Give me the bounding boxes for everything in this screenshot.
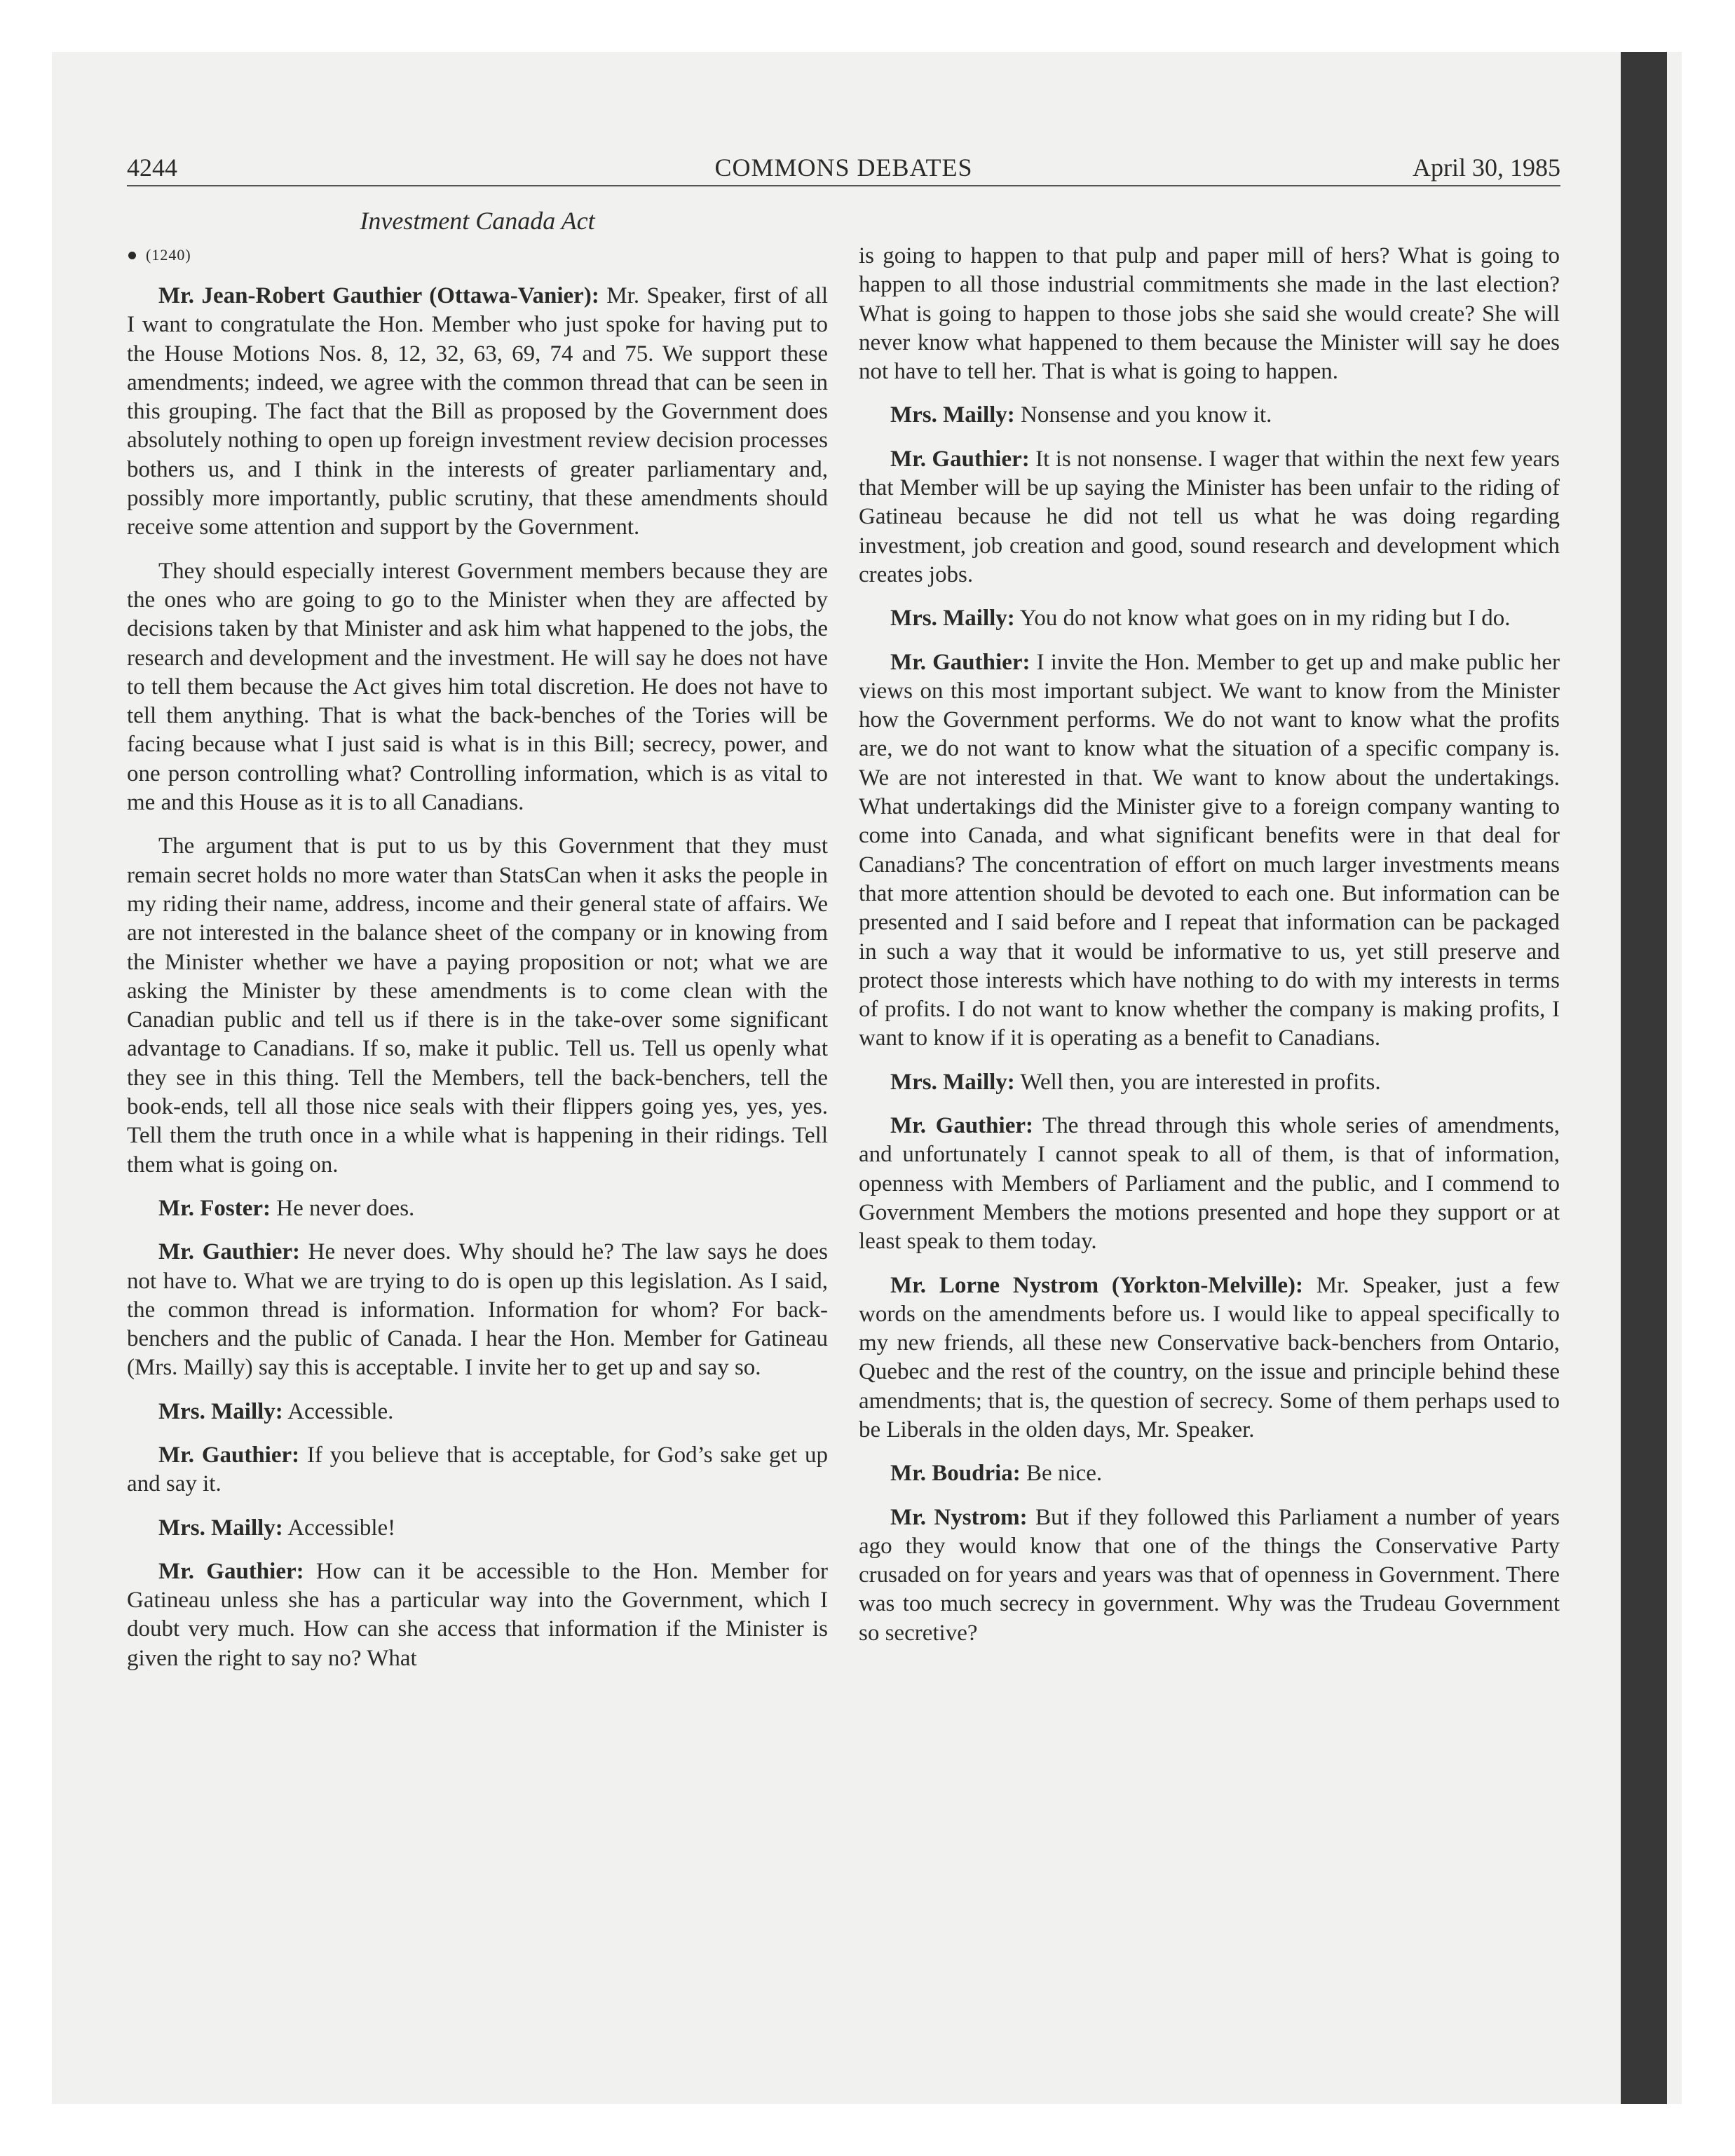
journal-title: COMMONS DEBATES — [714, 153, 973, 182]
paragraph — [127, 1238, 828, 1382]
paragraph — [127, 1194, 828, 1223]
paragraph — [127, 832, 828, 1180]
issue-date: April 30, 1985 — [1413, 153, 1560, 182]
paragraph-text: It is not nonsense. I wager that within the next few years that Member will be up saying the Minister has been unfair to the riding of Gatineau because he did not tell us what he was doing regarding investment, job creation and good, sound research and development which creates jobs. — [859, 446, 1560, 587]
running-head — [127, 150, 1560, 186]
paragraph-text: The argument that is put to us by this Government that they must remain secret holds no more water than StatsCan when it asks the people in my riding their name, address, income and their general state of affairs. We are not interested in the balance sheet of the company or in knowing from the Minister whether we have a paying proposition or not; what we are asking the Minister by these amendments is to come clean with the Canadian public and tell us if there is in the take-over some significant advantage to Canadians. If so, make it public. Tell us. Tell us openly what they see in this thing. Tell the Members, tell the back-benchers, tell the book-ends, tell all those nice seals with their flippers going yes, yes, yes. Tell them the truth once in a while what is happening in their ridings. Tell them what is going on. — [127, 833, 828, 1178]
paragraph-text: The thread through this whole series of amendments, and unfortunately I cannot speak to all of them, is that of information, openness with Members of Parliament and the public, and I commend to Government Members the motions presented and hope they support or at least speak to them today. — [859, 1113, 1560, 1255]
speaker-name: Mr. Gauthier: — [890, 1113, 1033, 1139]
scan-edge-bar — [1621, 52, 1667, 2104]
left-column — [127, 203, 828, 1688]
paragraph-text: Mr. Speaker, first of all I want to congratulate the Hon. Member who just spoke for having put to the House Motions Nos. 8, 12, 32, 63, 69, 74 and 75. We support these amendments; indeed, we agree with the common thread that can be seen in this grouping. The fact that the Bill as proposed by the Government does absolutely nothing to open up foreign investment review decision processes bothers us, and I think in the interests of greater parliamentary and, possibly more importantly, public scrutiny, that these amendments should receive some attention and support by the Government. — [127, 283, 828, 540]
paragraph-text: Accessible! — [283, 1515, 396, 1541]
speaker-name: Mr. Boudria: — [890, 1461, 1021, 1487]
paragraph — [859, 604, 1560, 633]
section-title: Investment Canada Act — [360, 207, 595, 235]
paragraph-text: But if they followed this Parliament a number of years ago they would know that one of the things the Conservative Party crusaded on for years and years was that of openness in Government. There was too much secrecy in government. Why was the Trudeau Government so secretive? — [859, 1504, 1560, 1646]
speaker-name: Mrs. Mailly: — [158, 1515, 283, 1541]
paragraph — [127, 1398, 828, 1426]
paragraph-text: How can it be accessible to the Hon. Member for Gatineau unless she has a particular way into the Government, which I doubt very much. How can she access that information if the Minister is given the right to say no? What — [127, 1558, 828, 1671]
paragraph — [859, 1112, 1560, 1256]
paragraph — [859, 1459, 1560, 1488]
speaker-name: Mr. Jean-Robert Gauthier (Ottawa-Vanier): — [158, 283, 599, 308]
speaker-name: Mr. Gauthier: — [890, 649, 1030, 675]
paragraph — [859, 648, 1560, 1053]
paragraph — [859, 1068, 1560, 1097]
paragraph — [859, 1271, 1560, 1445]
speaker-name: Mr. Gauthier: — [890, 446, 1030, 472]
speaker-name: Mr. Gauthier: — [158, 1558, 304, 1584]
paragraph-text: If you believe that is acceptable, for God’s sake get up and say it. — [127, 1442, 828, 1497]
paragraph-text: He never does. Why should he? The law says he does not have to. What we are trying to do is open up this legislation. As I said, the common thread is information. Information for whom? For back-benchers and the public of Canada. I hear the Hon. Member for Gatineau (Mrs. Mailly) say this is acceptable. I invite her to get up and say so. — [127, 1239, 828, 1381]
timestamp — [127, 243, 828, 268]
paragraph — [859, 1503, 1560, 1648]
speaker-name: Mr. Gauthier: — [158, 1442, 300, 1468]
page-number: 4244 — [127, 153, 177, 182]
paragraph-text: Accessible. — [283, 1398, 394, 1424]
speaker-name: Mr. Gauthier: — [158, 1239, 300, 1265]
paragraph — [127, 557, 828, 818]
speaker-name: Mrs. Mailly: — [158, 1398, 283, 1424]
right-column — [859, 242, 1560, 1663]
paragraph-text: Nonsense and you know it. — [1014, 402, 1272, 428]
speaker-name: Mr. Nystrom: — [890, 1504, 1028, 1530]
paragraph — [859, 445, 1560, 589]
speaker-name: Mr. Foster: — [158, 1195, 271, 1221]
paragraph-text: He never does. — [271, 1195, 415, 1221]
paragraph-text: is going to happen to that pulp and paper mill of hers? What is going to happen to all those industrial commitments she made in the last election? What is going to happen to those jobs she said she would create? She will never know what happened to them because the Minister will say he does not have to tell her. That is what is going to happen. — [859, 243, 1560, 385]
speaker-name: Mrs. Mailly: — [890, 402, 1015, 428]
paragraph — [127, 1514, 828, 1543]
paragraph — [859, 242, 1560, 386]
paragraph — [859, 401, 1560, 430]
paragraph-text: They should especially interest Government members because they are the ones who are going to go to the Minister when they are affected by decisions taken by that Minister and ask him what happened to the jobs, the research and development and the investment. He will say he does not have to tell them because the Act gives him total discretion. He does not have to tell them anything. That is what the back-benches of the Tories will be facing because what I just said is what is in this Bill; secrecy, power, and one person controlling what? Controlling information, which is as vital to me and this House as it is to all Canadians. — [127, 558, 828, 816]
timestamp-text: (1240) — [146, 246, 191, 264]
paragraph-text: Well then, you are interested in profits. — [1014, 1069, 1381, 1095]
speaker-name: Mrs. Mailly: — [890, 1069, 1015, 1095]
paragraph-text: You do not know what goes on in my riding but I do. — [1014, 606, 1511, 632]
paragraph — [127, 1441, 828, 1499]
paragraph-text: I invite the Hon. Member to get up and make public her views on this most important subject. We want to know from the Minister how the Government performs. We do not want to know what the profits are, we do not want to know what the situation of a specific company is. We are not interested in that. We want to know about the undertakings. What undertakings did the Minister give to a foreign company wanting to come into Canada, and what significant benefits were in that deal for Canadians? The concentration of effort on much larger investments means that more attention should be devoted to each one. But information can be presented and I said before and I repeat that information can be packaged in such a way that it would be informative to us, yet still preserve and protect those interests which have nothing to do with my interests in terms of profits. I do not want to know whether the company is making profits, I want to know if it is operating as a benefit to Canadians. — [859, 649, 1560, 1051]
paragraph-text: Mr. Speaker, just a few words on the amendments before us. I would like to appeal specifically to my new friends, all these new Conservative back-benchers from Ontario, Quebec and the rest of the country, on the issue and principle behind these amendments; that is, the question of secrecy. Some of them perhaps used to be Liberals in the olden days, Mr. Speaker. — [859, 1272, 1560, 1442]
bullet-icon — [128, 252, 136, 259]
paragraph — [127, 1557, 828, 1673]
speaker-name: Mr. Lorne Nystrom (Yorkton-Melville): — [890, 1272, 1303, 1298]
paragraph — [127, 282, 828, 543]
speaker-name: Mrs. Mailly: — [890, 606, 1015, 632]
paragraph-text: Be nice. — [1020, 1461, 1103, 1487]
